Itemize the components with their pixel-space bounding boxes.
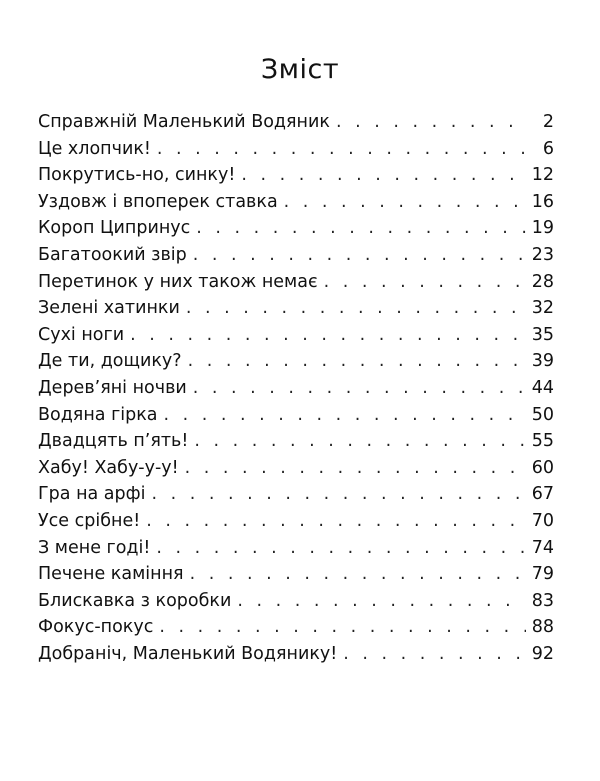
toc-entry[interactable] (38, 272, 554, 299)
dot-leader (185, 458, 526, 478)
dot-leader (193, 245, 526, 265)
toc-entry-title: З мене годі! (38, 537, 151, 558)
toc-entry-page: 32 (531, 298, 554, 319)
dot-leader (193, 378, 526, 398)
toc-entry[interactable] (38, 484, 554, 511)
toc-entry-title: Покрутись-но, синку! (38, 165, 236, 186)
toc-entry-title: Усе срібне! (38, 510, 141, 531)
dot-leader (196, 218, 525, 238)
toc-entry-page: 23 (531, 244, 554, 265)
toc-entry-page: 28 (531, 271, 554, 292)
dot-leader (151, 484, 525, 504)
toc-entry-title: Добраніч, Маленький Водянику! (38, 643, 338, 664)
toc-entry-page: 67 (531, 484, 554, 505)
toc-entry-title: Гра на арфі (38, 484, 146, 505)
toc-entry-title: Двадцять п’ять! (38, 431, 189, 452)
toc-entry-page: 60 (531, 457, 554, 478)
toc-entry[interactable] (38, 165, 554, 192)
toc-entry-page: 12 (531, 165, 554, 186)
toc-entry-page: 92 (531, 643, 554, 664)
toc-entry-page: 6 (542, 138, 554, 159)
dot-leader (159, 617, 525, 637)
table-of-contents (38, 112, 554, 670)
toc-entry-title: Фокус-покус (38, 617, 154, 638)
toc-entry-title: Багатоокий звір (38, 244, 187, 265)
toc-entry-title: Водяна гірка (38, 404, 158, 425)
toc-entry[interactable] (38, 538, 554, 565)
dot-leader (241, 165, 525, 185)
toc-entry[interactable] (38, 298, 554, 325)
toc-entry[interactable] (38, 112, 554, 139)
toc-entry-page: 74 (531, 537, 554, 558)
dot-leader (324, 272, 526, 292)
toc-entry-page: 55 (531, 431, 554, 452)
dot-leader (343, 644, 525, 664)
toc-entry-page: 70 (531, 510, 554, 531)
dot-leader (157, 139, 526, 159)
toc-entry-title: Де ти, дощику? (38, 351, 182, 372)
toc-entry[interactable] (38, 245, 554, 272)
toc-entry-page: 35 (531, 324, 554, 345)
toc-entry-title: Справжній Маленький Водяник (38, 112, 330, 132)
toc-entry-page: 16 (531, 191, 554, 212)
toc-entry[interactable] (38, 564, 554, 591)
toc-entry-page: 88 (531, 617, 554, 638)
toc-entry[interactable] (38, 405, 554, 432)
toc-entry-title: Уздовж і впоперек ставка (38, 191, 278, 212)
toc-entry-page: 19 (531, 218, 554, 239)
toc-entry-title: Хабу! Хабу-у-у! (38, 457, 179, 478)
toc-entry-page: 44 (531, 377, 554, 398)
toc-entry-page: 50 (531, 404, 554, 425)
toc-entry[interactable] (38, 458, 554, 485)
toc-entry-page: 79 (531, 564, 554, 585)
toc-entry[interactable] (38, 192, 554, 219)
dot-leader (130, 325, 526, 345)
toc-entry-page: 83 (531, 590, 554, 611)
toc-entry-title: Сухі ноги (38, 324, 125, 345)
toc-entry-title: Короп Ципринус (38, 218, 191, 239)
toc-entry[interactable] (38, 511, 554, 538)
dot-leader (284, 192, 526, 212)
toc-entry[interactable] (38, 378, 554, 405)
toc-entry[interactable] (38, 325, 554, 352)
toc-entry[interactable] (38, 139, 554, 166)
toc-entry[interactable] (38, 431, 554, 458)
dot-leader (194, 431, 525, 451)
toc-entry[interactable] (38, 351, 554, 378)
page-title: Зміст (260, 54, 340, 85)
toc-entry[interactable] (38, 617, 554, 644)
toc-entry-title: Блискавка з коробки (38, 590, 232, 611)
toc-entry[interactable] (38, 218, 554, 245)
toc-entry-title: Перетинок у них також немає (38, 271, 318, 292)
toc-entry-title: Зелені хатинки (38, 298, 180, 319)
toc-entry-page: 2 (542, 112, 554, 132)
dot-leader (146, 511, 525, 531)
dot-leader (156, 538, 525, 558)
toc-entry-title: Печене каміння (38, 564, 184, 585)
toc-entry[interactable] (38, 591, 554, 618)
dot-leader (188, 351, 526, 371)
dot-leader (190, 564, 526, 584)
toc-entry-title: Дерев’яні ночви (38, 377, 187, 398)
toc-entry-page: 39 (531, 351, 554, 372)
toc-entry-title: Це хлопчик! (38, 138, 151, 159)
dot-leader (186, 298, 526, 318)
toc-entry[interactable] (38, 644, 554, 671)
dot-leader (336, 112, 526, 132)
dot-leader (164, 405, 526, 425)
dot-leader (237, 591, 525, 611)
